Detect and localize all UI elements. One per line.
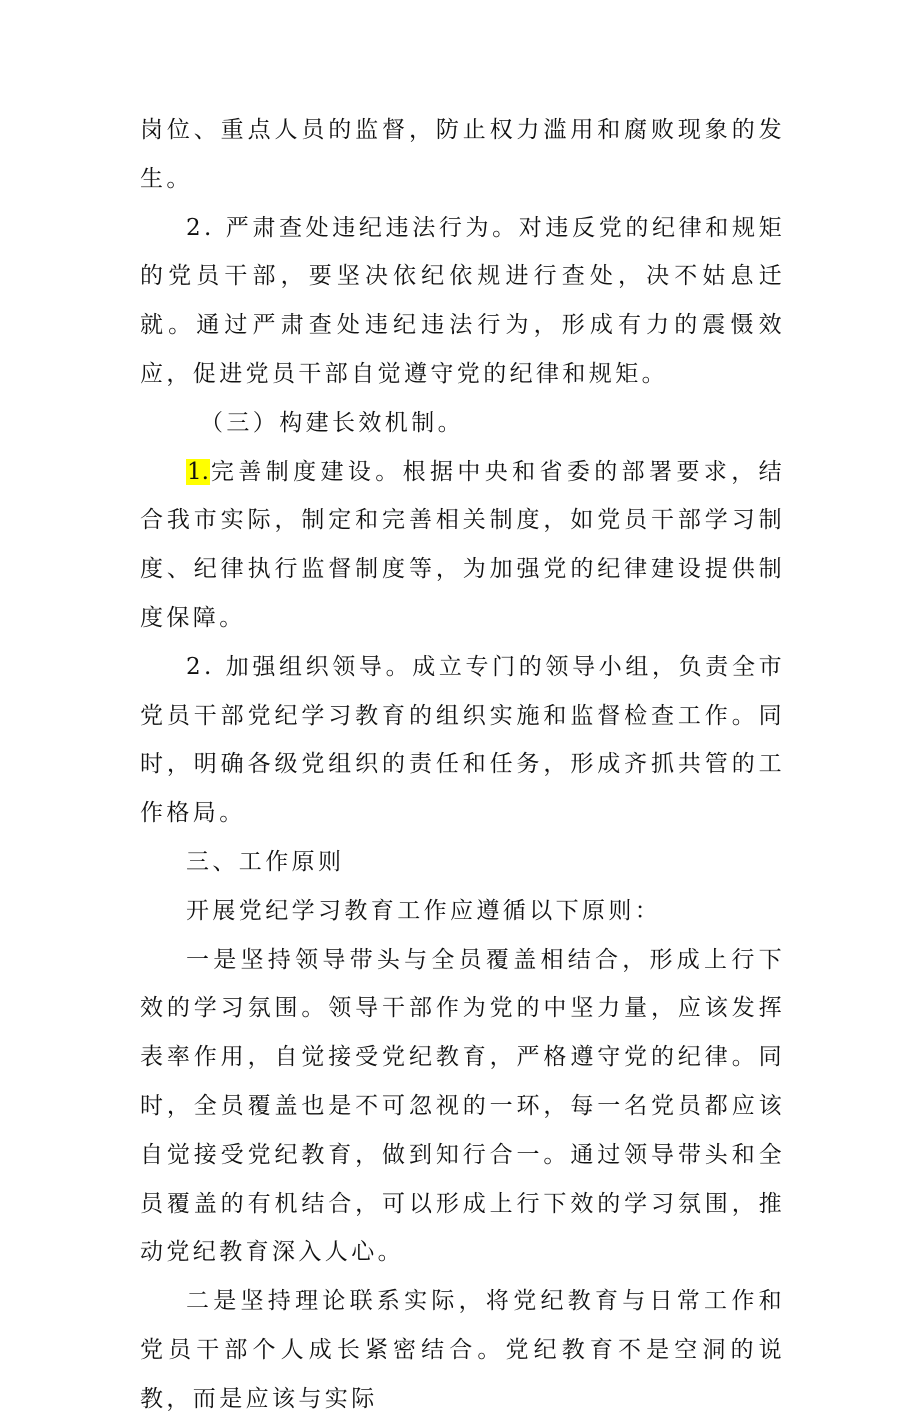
paragraph-5: 2. 加强组织领导。成立专门的领导小组，负责全市党员干部党纪学习教育的组织实施和监督检查工作。同时，明确各级党组织的责任和任务，形成齐抓共管的工作格局。 (140, 653, 785, 827)
paragraph-8: 一是坚持领导带头与全员覆盖相结合，形成上行下效的学习氛围。领导干部作为党的中坚力量，应该发挥表率作用，自觉接受党纪教育，严格遵守党的纪律。同时，全员覆盖也是不可忽视的一环，每一名党员都应该自觉接受党纪教育，做到知行合一。通过领导带头和全员覆盖的有机结合，可以形成上行下效的学习氛围，推动党纪教育深入人心。 (140, 946, 785, 1266)
paragraph-4-text: 完善制度建设。根据中央和省委的部署要求，结合我市实际，制定和完善相关制度，如党员干部学习制度、纪律执行监督制度等，为加强党的纪律建设提供制度保障。 (140, 458, 785, 631)
paragraph-7: 开展党纪学习教育工作应遵循以下原则： (186, 897, 662, 924)
section-heading-3: （三）构建长效机制。 (200, 409, 464, 436)
paragraph-9: 二是坚持理论联系实际，将党纪教育与日常工作和党员干部个人成长紧密结合。党纪教育不是空洞的说教，而是应该与实际 (140, 1288, 785, 1412)
highlighted-number: 1. (187, 458, 209, 485)
section-heading-principles: 三、工作原则 (186, 848, 345, 875)
document-body (140, 106, 785, 1424)
paragraph-4 (140, 448, 785, 643)
paragraph-2: 2. 严肃查处违纪违法行为。对违反党的纪律和规矩的党员干部，要坚决依纪依规进行查处，决不姑息迁就。通过严肃查处违纪违法行为，形成有力的震慑效应，促进党员干部自觉遵守党的纪律和规矩。 (140, 214, 785, 387)
paragraph-1: 岗位、重点人员的监督，防止权力滥用和腐败现象的发生。 (140, 117, 785, 192)
